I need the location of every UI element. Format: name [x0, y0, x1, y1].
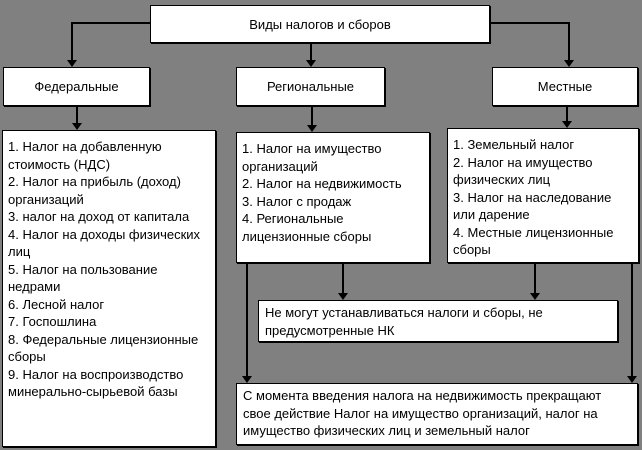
- arrowhead-regional-list-to-nk-note: [338, 293, 348, 300]
- regional-taxes-list: [236, 132, 430, 263]
- federal-taxes-list: [2, 130, 216, 447]
- arrowhead-local-list-to-bottom-note: [627, 376, 637, 383]
- connector-title-to-federal-vertical: [71, 22, 73, 60]
- list-item: 1. Налог на имущество организаций: [242, 141, 382, 174]
- branch-label-regional: Региональные: [266, 79, 355, 94]
- nk-restriction-text: Не могут устанавливаться налоги и сборы, не предусмотренные НК: [265, 305, 543, 338]
- connector-federal-to-list: [76, 106, 78, 123]
- list-item: 5. Налог на пользование недрами: [8, 261, 158, 294]
- connector-local-list-to-nk-note: [534, 263, 536, 293]
- branch-label-federal: Федеральные: [34, 79, 119, 94]
- nk-restriction-note: [258, 300, 618, 342]
- arrowhead-local-to-list: [562, 121, 572, 128]
- diagram-title: Виды налогов и сборов: [249, 16, 391, 32]
- branch-label-local: Местные: [537, 79, 593, 94]
- list-item: 3. Налог на наследование или дарение: [453, 189, 612, 222]
- branch-header-local: [492, 67, 638, 106]
- list-item: 1. Налог на добавленную стоимость (НДС): [8, 139, 162, 172]
- branch-header-federal: [3, 67, 150, 106]
- property-tax-transition-text: С момента введения налога на недвижимость прекращают свое действие Налог на имущество организаций, налог на имущество физических лиц и земельный налог: [243, 388, 602, 438]
- property-tax-transition-note: [236, 383, 638, 445]
- arrowhead-regional-to-list: [307, 125, 317, 132]
- connector-local-to-list: [566, 106, 568, 121]
- branch-header-regional: [236, 67, 385, 106]
- list-item: 4. Налог на доходы физических лиц: [8, 226, 201, 259]
- list-item: 7. Госпошлина: [8, 314, 97, 329]
- connector-title-to-regional: [310, 43, 312, 60]
- connector-regional-list-to-nk-note: [342, 263, 344, 293]
- list-item: 2. Налог на прибыль (доход) организаций: [8, 174, 181, 207]
- connector-regional-list-to-bottom-note: [246, 263, 248, 376]
- arrowhead-federal-to-list: [72, 123, 82, 130]
- list-item: 4. Региональные лицензионные сборы: [242, 211, 372, 244]
- connector-title-to-local-vertical: [568, 22, 570, 60]
- local-taxes-list: [447, 128, 639, 263]
- arrowhead-title-to-federal: [67, 60, 77, 67]
- list-item: 2. Налог на имущество физических лиц: [453, 154, 593, 187]
- list-item: 1. Земельный налог: [453, 137, 575, 152]
- arrowhead-regional-list-to-bottom-note: [242, 376, 252, 383]
- list-item: 8. Федеральные лицензионные сборы: [8, 331, 199, 364]
- arrowhead-title-to-regional: [306, 60, 316, 67]
- list-item: 3. Налог с продаж: [242, 193, 352, 209]
- connector-title-to-federal-horizontal: [72, 22, 150, 24]
- list-item: 4. Местные лицензионные сборы: [453, 224, 614, 257]
- list-item: 3. налог на доход от капитала: [8, 209, 190, 224]
- connector-regional-to-list: [311, 106, 313, 125]
- connector-title-to-local-horizontal: [491, 22, 570, 24]
- connector-local-list-to-bottom-note: [631, 263, 633, 376]
- list-item: 6. Лесной налог: [8, 296, 105, 312]
- title-box: [150, 5, 490, 43]
- arrowhead-local-list-to-nk-note: [530, 293, 540, 300]
- list-item: 2. Налог на недвижимость: [242, 176, 402, 191]
- list-item: 9. Налог на воспроизводство минерально-сырьевой базы: [8, 366, 184, 399]
- arrowhead-title-to-local: [564, 60, 574, 67]
